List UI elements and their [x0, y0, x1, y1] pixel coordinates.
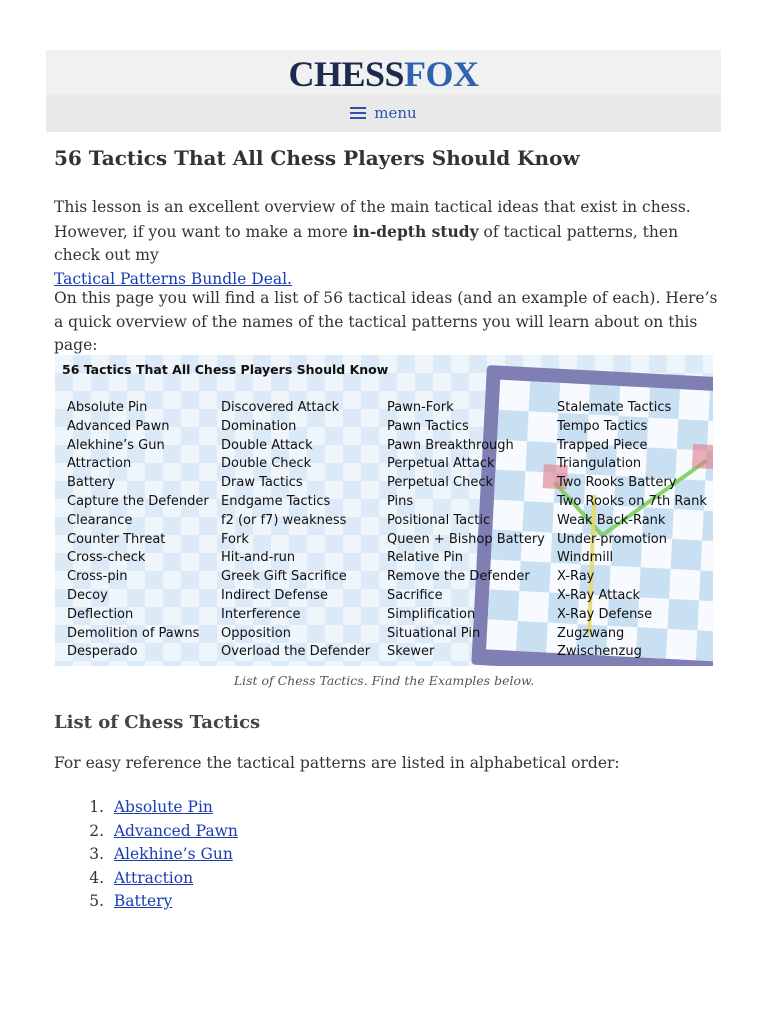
tactic-name: Desperado [67, 644, 138, 660]
tactic-name: Decoy [67, 587, 108, 603]
tactic-name: Windmill [557, 550, 614, 566]
tactic-name: Simplification [387, 606, 476, 622]
tactic-name: X-Ray Attack [557, 587, 640, 603]
list-number: 1. [89, 798, 104, 816]
tactic-link-absolute-pin[interactable]: Absolute Pin [113, 798, 213, 816]
tactic-name: Overload the Defender [221, 644, 371, 660]
tactic-name: Pawn-Fork [387, 400, 454, 415]
intro-bold: in-depth study [352, 221, 479, 241]
tactic-name: Demolition of Pawns [67, 625, 200, 641]
tactic-name: Pins [387, 493, 414, 509]
tactics-column-4 [557, 399, 707, 662]
tactic-name: Greek Gift Sacrifice [221, 569, 347, 585]
list-item [82, 843, 238, 867]
tactic-name: Relative Pin [387, 550, 463, 566]
list-item [82, 867, 238, 891]
page-title: 56 Tactics That All Chess Players Should Know [54, 146, 580, 170]
tactic-name: Endgame Tactics [221, 493, 331, 509]
tactic-name: Opposition [221, 625, 291, 641]
figure-title: 56 Tactics That All Chess Players Should Know [62, 362, 389, 377]
tactic-name: Interference [221, 606, 301, 622]
overview-paragraph: On this page you will find a list of 56 tactical ideas (and an example of each). Here’s a quick overview of the names of the tactical patterns you will learn about on this page: [54, 289, 718, 354]
list-item [82, 796, 238, 820]
tactic-name: Zwischenzug [557, 644, 642, 660]
tactic-name: f2 (or f7) weakness [221, 512, 347, 528]
tactic-name: Hit-and-run [221, 550, 296, 566]
list-number: 2. [89, 821, 104, 840]
tactic-name: Double Check [221, 456, 312, 472]
tactic-name: Absolute Pin [67, 400, 148, 415]
tactic-name: Battery [67, 475, 116, 491]
tactic-name: Positional Tactic [387, 512, 491, 528]
tactic-name: X-Ray [557, 569, 595, 585]
tactic-name: Queen + Bishop Battery [387, 531, 545, 547]
tactic-name: Domination [221, 418, 297, 434]
site-header [46, 50, 721, 132]
tactic-name: Situational Pin [387, 625, 481, 641]
tactic-name: Indirect Defense [221, 587, 328, 603]
tactic-name: Double Attack [221, 437, 313, 453]
list-intro: For easy reference the tactical patterns are listed in alphabetical order: [54, 754, 620, 772]
tactic-name: Advanced Pawn [67, 418, 170, 434]
tactic-name: Weak Back-Rank [557, 512, 666, 528]
tactic-name: Trapped Piece [557, 437, 648, 453]
logo-fox: FOX [404, 54, 479, 94]
tactic-name: Pawn Tactics [387, 418, 469, 434]
tactics-column-2 [221, 399, 370, 662]
tactic-name: Sacrifice [387, 587, 443, 603]
tactic-name: Two Rooks Battery [557, 475, 677, 491]
tactics-column-1 [67, 399, 209, 662]
tactics-list [82, 796, 238, 914]
tactic-name: Tempo Tactics [557, 418, 648, 434]
tactic-name: Cross-check [67, 550, 146, 566]
tactics-column-3 [387, 399, 545, 662]
logo-chess: CHESS [288, 54, 405, 94]
intro-text-2: of tactical patterns, then check out my [54, 222, 679, 264]
tactic-link-attraction[interactable]: Attraction [113, 868, 194, 887]
tactic-name: Alekhine’s Gun [67, 437, 165, 453]
tactic-name: Pawn Breakthrough [387, 437, 514, 453]
tactic-name: Discovered Attack [221, 400, 340, 415]
list-item [82, 820, 238, 844]
intro-text-1: This lesson is an excellent overview of the main tactical ideas that exist in chess. However, if you want to make a more [54, 198, 691, 241]
tactic-name: Triangulation [557, 456, 642, 472]
menu-toggle-button[interactable] [46, 94, 721, 132]
hamburger-icon [350, 107, 366, 119]
tactic-name: Zugzwang [557, 625, 625, 641]
tactic-name: X-Ray Defense [557, 606, 653, 622]
section-heading: List of Chess Tactics [54, 712, 261, 733]
list-number: 4. [89, 868, 104, 887]
tactic-name: Counter Threat [67, 531, 166, 547]
site-logo[interactable] [46, 56, 721, 92]
tactic-name: Perpetual Attack [387, 456, 495, 472]
tactic-name: Two Rooks on 7th Rank [557, 493, 707, 509]
tactic-name: Deflection [67, 606, 134, 622]
tactics-overview-image [55, 355, 713, 666]
tactic-name: Clearance [67, 512, 133, 528]
tactic-name: Fork [221, 531, 249, 547]
tactic-link-alekhines-gun[interactable]: Alekhine’s Gun [113, 845, 233, 863]
tactic-name: Cross-pin [67, 569, 128, 585]
figure-caption: List of Chess Tactics. Find the Examples below. [233, 673, 535, 688]
list-number: 5. [89, 892, 104, 910]
list-number: 3. [89, 845, 104, 863]
tactic-name: Skewer [387, 644, 435, 660]
tactic-name: Under-promotion [557, 531, 667, 547]
tactic-name: Stalemate Tactics [557, 400, 672, 415]
tactic-name: Remove the Defender [387, 569, 530, 585]
intro-paragraph [54, 196, 719, 291]
tactic-name: Attraction [67, 456, 132, 472]
tactic-name: Draw Tactics [221, 475, 303, 491]
menu-label: menu [374, 104, 417, 122]
tactic-link-advanced-pawn[interactable]: Advanced Pawn [113, 821, 238, 840]
list-item [82, 890, 238, 914]
tactic-link-battery[interactable]: Battery [113, 892, 173, 910]
tactic-name: Capture the Defender [67, 493, 209, 509]
tactic-name: Perpetual Check [387, 475, 494, 491]
bundle-deal-link[interactable]: Tactical Patterns Bundle Deal. [54, 269, 292, 288]
